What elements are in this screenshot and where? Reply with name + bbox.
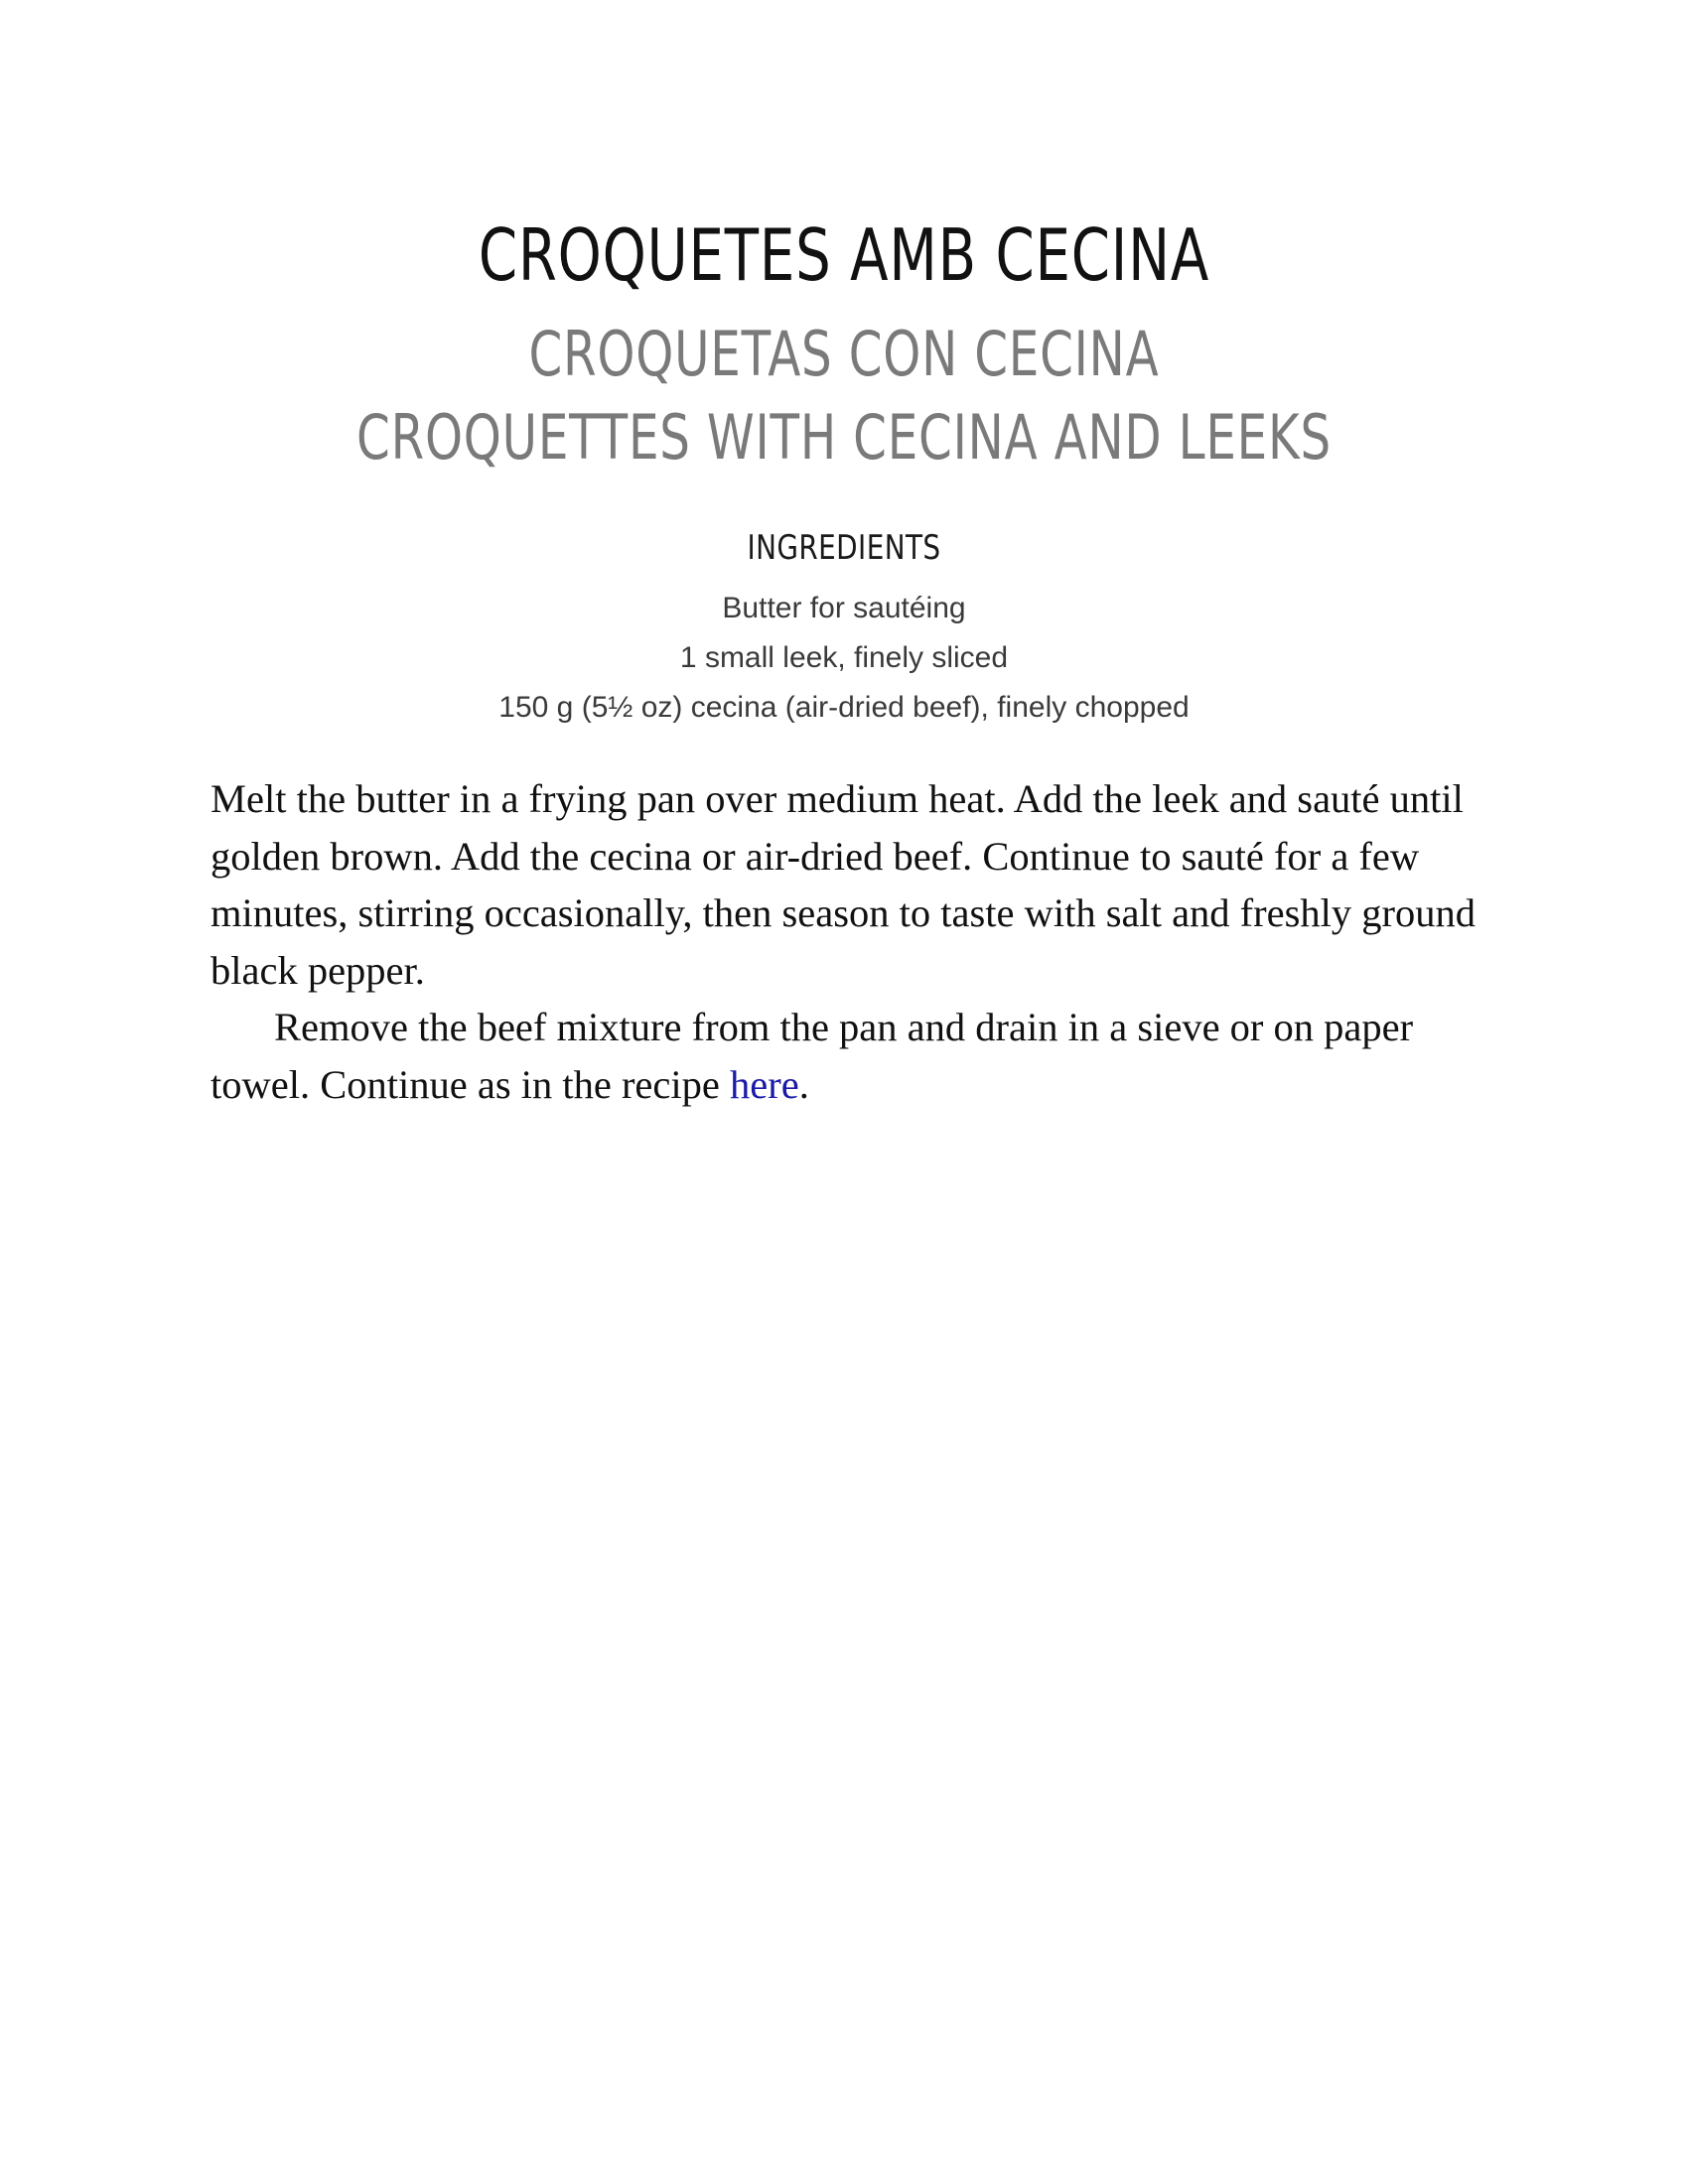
page-title: CROQUETES AMB CECINA — [478, 213, 1210, 297]
ingredients-list — [0, 584, 1688, 733]
recipe-link[interactable]: here — [729, 1061, 799, 1107]
subtitle-spanish: CROQUETAS CON CECINA — [528, 318, 1160, 390]
method-paragraph-2-text: Remove the beef mixture from the pan and drain in a sieve or on paper towel. Continue as in the recipe — [211, 1005, 1414, 1107]
ingredient-item: 1 small leek, finely sliced — [679, 641, 1009, 674]
method-paragraph-1: Melt the butter in a frying pan over medium heat. Add the leek and sauté until golden brown. Add the cecina or air-dried beef. Continue to sauté for a few minutes, stirring occasionally, then season to taste with salt and freshly ground black pepper. — [211, 776, 1476, 993]
method-paragraph-2 — [211, 999, 1491, 1113]
method-text — [211, 770, 1491, 1113]
method-paragraph-2-end: . — [798, 1061, 809, 1107]
ingredient-item: Butter for sautéing — [722, 592, 966, 624]
ingredients-heading: INGREDIENTS — [747, 528, 941, 568]
ingredient-item: 150 g (5½ oz) cecina (air-dried beef), finely chopped — [498, 691, 1190, 724]
subtitle-english: CROQUETTES WITH CECINA AND LEEKS — [356, 401, 1332, 474]
